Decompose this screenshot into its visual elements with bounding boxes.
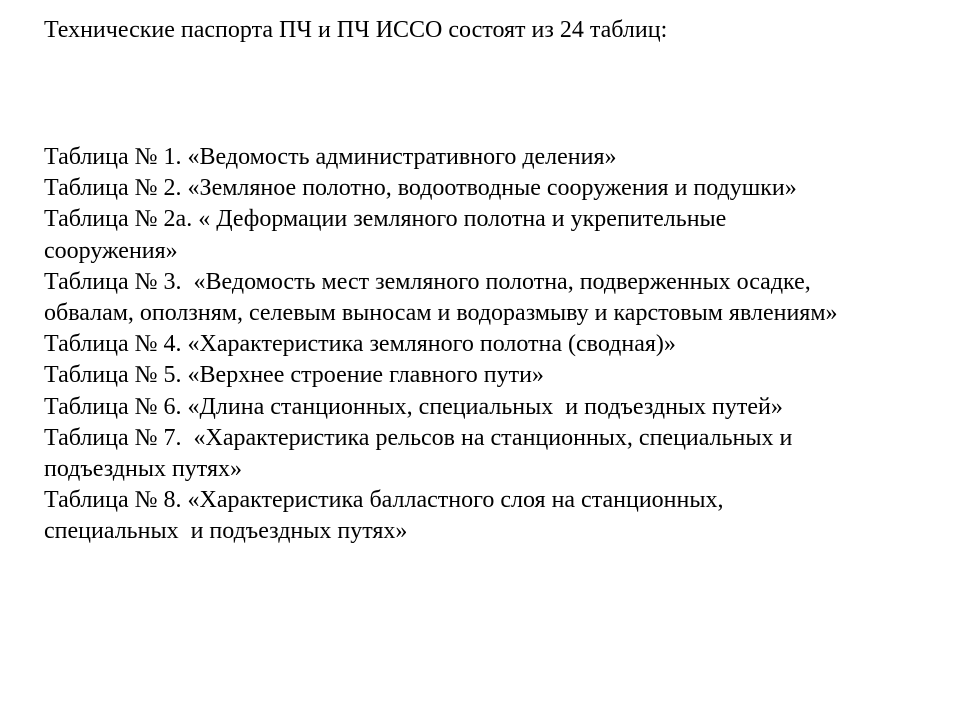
table-item-6-line-1: Таблица № 6. «Длина станционных, специальных и подъездных путей» — [44, 393, 783, 420]
table-item-2a-line-2: сооружения» — [44, 237, 178, 264]
table-item-2 — [44, 173, 944, 204]
table-item-8-line-2: специальных и подъездных путях» — [44, 518, 408, 545]
table-item-2a-line-1: Таблица № 2а. « Деформации земляного полотна и укрепительные — [44, 206, 727, 233]
table-item-1 — [44, 142, 944, 173]
table-item-7 — [44, 423, 944, 485]
table-item-3 — [44, 267, 944, 329]
slide-heading: Технические паспорта ПЧ и ПЧ ИССО состоят из 24 таблиц: — [44, 17, 668, 43]
table-item-4-line-1: Таблица № 4. «Характеристика земляного полотна (сводная)» — [44, 331, 676, 358]
table-item-2a — [44, 204, 944, 266]
table-item-3-line-2: обвалам, оползням, селевым выносам и водоразмыву и карстовым явлениям» — [44, 300, 838, 327]
table-item-5 — [44, 360, 944, 391]
table-item-2-line-1: Таблица № 2. «Земляное полотно, водоотводные сооружения и подушки» — [44, 175, 797, 202]
table-item-4 — [44, 329, 944, 360]
table-item-3-line-1: Таблица № 3. «Ведомость мест земляного полотна, подверженных осадке, — [44, 268, 811, 295]
table-item-5-line-1: Таблица № 5. «Верхнее строение главного пути» — [44, 362, 544, 389]
table-list — [44, 142, 944, 548]
table-item-8-line-1: Таблица № 8. «Характеристика балластного слоя на станционных, — [44, 487, 724, 514]
table-item-7-line-2: подъездных путях» — [44, 456, 242, 483]
table-item-1-line-1: Таблица № 1. «Ведомость административного деления» — [44, 144, 617, 170]
table-item-6 — [44, 392, 944, 423]
table-item-7-line-1: Таблица № 7. «Характеристика рельсов на станционных, специальных и — [44, 424, 793, 451]
table-item-8 — [44, 485, 944, 547]
